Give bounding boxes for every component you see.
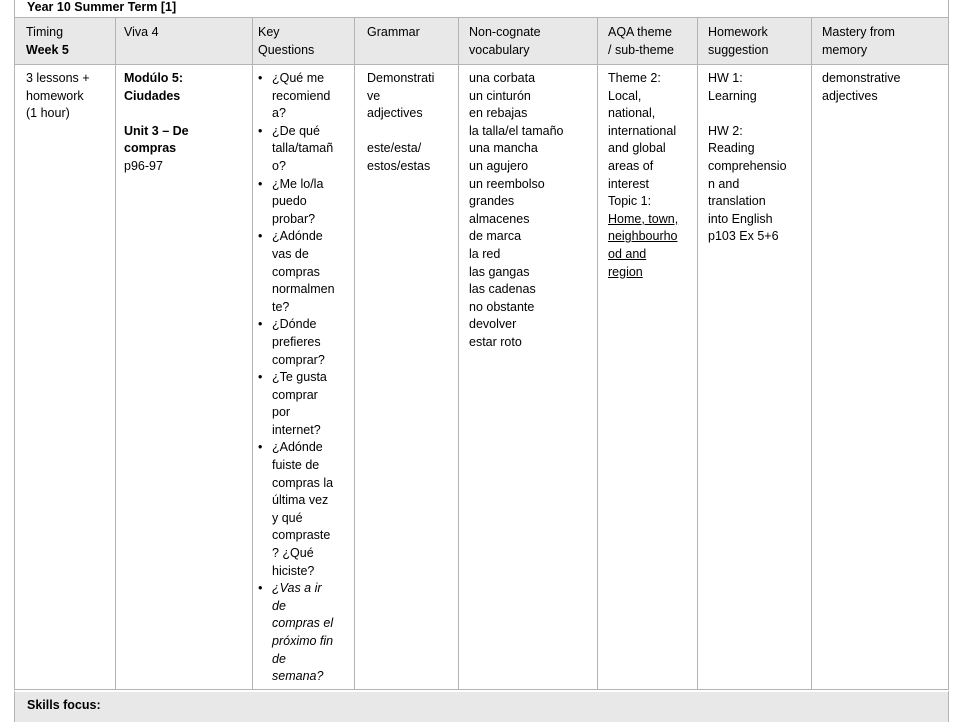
lesson-plan-table: [14, 0, 949, 720]
header-viva: [124, 24, 159, 42]
vocabulary-item: una mancha: [469, 141, 538, 156]
vocabulary-item: devolver: [469, 317, 517, 332]
col-divider-5: [597, 17, 598, 690]
module-line: Ciudades: [124, 88, 181, 103]
header-line: / sub-theme: [608, 42, 675, 57]
vocabulary-item: la talla/el tamaño: [469, 123, 564, 138]
aqa-theme-line: and global: [608, 141, 666, 156]
header-line: Non-cognate: [469, 25, 541, 39]
mastery-line: adjectives: [822, 88, 878, 103]
header-line: Questions: [258, 42, 315, 57]
homework-line: HW 2:: [708, 123, 743, 138]
skills-focus-label: Skills focus:: [27, 698, 101, 712]
mastery-cell: [822, 70, 901, 105]
homework-line: comprehensio: [708, 158, 787, 173]
col-divider-2: [252, 17, 253, 690]
homework-line: p103 Ex 5+6: [708, 229, 779, 244]
key-questions-list: [256, 70, 352, 686]
vocabulary-item: un reembolso: [469, 176, 545, 191]
aqa-theme-line: international: [608, 123, 677, 138]
skills-focus-row: [14, 690, 949, 722]
col-divider-6: [697, 17, 698, 690]
header-timing: [26, 24, 69, 59]
grammar-line: ve: [367, 88, 381, 103]
mastery-line: demonstrative: [822, 71, 901, 85]
header-line: memory: [822, 42, 868, 57]
key-question-line: internet?: [272, 422, 321, 437]
header-line: Mastery from: [822, 25, 895, 39]
key-question-line: vas de: [272, 246, 309, 261]
header-line: AQA theme: [608, 25, 672, 39]
timing-line: (1 hour): [26, 106, 70, 121]
header-viva-label: Viva 4: [124, 25, 159, 39]
vocabulary-item: la red: [469, 246, 501, 261]
grammar-line: Demonstrati: [367, 71, 435, 85]
key-question-line: recomiend: [272, 88, 331, 103]
key-question-line: de: [272, 651, 286, 666]
aqa-topic-line: od and: [608, 246, 647, 261]
key-question-line: • ¿Dónde: [272, 317, 317, 332]
key-question-item: [256, 580, 352, 686]
key-question-line: • ¿Adónde: [272, 440, 323, 455]
col-divider-left: [14, 17, 15, 690]
key-question-line: probar?: [272, 211, 316, 226]
header-homework: [708, 24, 768, 59]
homework-line: n and: [708, 176, 740, 191]
key-question-line: • ¿Te gusta: [272, 370, 327, 385]
aqa-topic-line: region: [608, 264, 643, 279]
vocabulary-item: almacenes: [469, 211, 530, 226]
grammar-line: adjectives: [367, 106, 423, 121]
key-question-line: compras: [272, 264, 320, 279]
key-question-line: última vez: [272, 493, 329, 508]
unit-line: compras: [124, 141, 177, 156]
col-divider-3: [354, 17, 355, 690]
rule-top: [14, 17, 949, 18]
rule-header-bottom: [14, 64, 949, 65]
vocabulary-item: en rebajas: [469, 106, 528, 121]
col-divider-7: [811, 17, 812, 690]
key-question-line: por: [272, 405, 291, 420]
key-question-line: ? ¿Qué: [272, 546, 314, 561]
aqa-theme-line: Topic 1:: [608, 194, 652, 209]
vocabulary-item: estar roto: [469, 334, 522, 349]
unit-line: Unit 3 – De: [124, 123, 189, 138]
grammar-forms-line: estos/estas: [367, 158, 431, 173]
term-title: Year 10 Summer Term [1]: [27, 0, 177, 14]
header-line: suggestion: [708, 42, 769, 57]
key-question-line: te?: [272, 299, 290, 314]
vocabulary-item: de marca: [469, 229, 522, 244]
key-question-line: • ¿De qué: [272, 123, 320, 138]
key-question-item: [256, 228, 352, 316]
timing-line: 3 lessons +: [26, 71, 90, 85]
header-vocabulary: [469, 24, 541, 59]
key-question-line: • ¿Me lo/la: [272, 176, 324, 191]
header-line: Grammar: [367, 25, 420, 39]
header-mastery: [822, 24, 895, 59]
key-question-line: prefieres: [272, 334, 321, 349]
homework-line: Learning: [708, 88, 757, 103]
key-question-item: [256, 176, 352, 229]
key-question-line: comprar: [272, 387, 318, 402]
key-question-line: compras el: [272, 616, 334, 631]
header-grammar: [367, 24, 420, 42]
key-question-line: normalmen: [272, 282, 335, 297]
vocabulary-item: no obstante: [469, 299, 535, 314]
key-question-line: talla/tamañ: [272, 141, 334, 156]
col-divider-4: [458, 17, 459, 690]
col-divider-1: [115, 17, 116, 690]
aqa-theme-line: Theme 2:: [608, 71, 661, 85]
header-line: Homework: [708, 25, 768, 39]
key-question-line: semana?: [272, 669, 324, 684]
vocabulary-item: un agujero: [469, 158, 529, 173]
key-question-line: compraste: [272, 528, 331, 543]
header-aqa-theme: [608, 24, 674, 59]
vocabulary-item: grandes: [469, 194, 515, 209]
key-question-line: o?: [272, 158, 286, 173]
key-question-line: • ¿Vas a ir: [272, 581, 322, 596]
header-week-label: Week 5: [26, 42, 69, 57]
aqa-topic-line: neighbourho: [608, 229, 678, 244]
key-question-item: [256, 123, 352, 176]
timing-line: homework: [26, 88, 84, 103]
key-question-line: de: [272, 598, 286, 613]
key-question-item: [256, 70, 352, 123]
viva-cell: [124, 70, 189, 176]
vocabulary-item: una corbata: [469, 71, 536, 85]
aqa-theme-line: interest: [608, 176, 649, 191]
vocabulary-cell: [469, 70, 564, 352]
homework-line: Reading: [708, 141, 755, 156]
key-question-line: comprar?: [272, 352, 325, 367]
header-timing-label: Timing: [26, 25, 64, 39]
key-question-line: puedo: [272, 194, 307, 209]
header-line: Key: [258, 25, 280, 39]
key-question-line: a?: [272, 106, 286, 121]
term-title-bar: [14, 0, 949, 18]
vocabulary-item: las gangas: [469, 264, 530, 279]
key-questions-cell: [256, 70, 352, 686]
header-key-questions: [258, 24, 314, 59]
homework-line: into English: [708, 211, 773, 226]
homework-line: translation: [708, 194, 766, 209]
key-question-item: [256, 316, 352, 369]
grammar-forms-line: este/esta/: [367, 141, 422, 156]
aqa-theme-cell: [608, 70, 678, 281]
key-question-line: próximo fin: [272, 634, 334, 648]
key-question-line: compras la: [272, 475, 334, 490]
aqa-topic-line: Home, town,: [608, 211, 679, 226]
key-question-line: • ¿Qué me: [272, 71, 325, 85]
key-question-line: hiciste?: [272, 563, 315, 578]
page-reference: p96-97: [124, 158, 163, 173]
homework-cell: [708, 70, 787, 246]
aqa-theme-line: Local,: [608, 88, 642, 103]
homework-line: HW 1:: [708, 71, 743, 85]
key-question-item: [256, 439, 352, 580]
aqa-theme-line: national,: [608, 106, 656, 121]
aqa-theme-line: areas of: [608, 158, 654, 173]
key-question-line: fuiste de: [272, 458, 320, 473]
vocabulary-item: las cadenas: [469, 282, 536, 297]
key-question-line: y qué: [272, 510, 303, 525]
key-question-line: • ¿Adónde: [272, 229, 323, 244]
key-question-item: [256, 369, 352, 439]
module-line: Modúlo 5:: [124, 71, 184, 85]
vocabulary-item: un cinturón: [469, 88, 531, 103]
grammar-cell: [367, 70, 434, 176]
timing-cell: [26, 70, 90, 123]
col-divider-right: [948, 17, 949, 690]
header-line: vocabulary: [469, 42, 530, 57]
